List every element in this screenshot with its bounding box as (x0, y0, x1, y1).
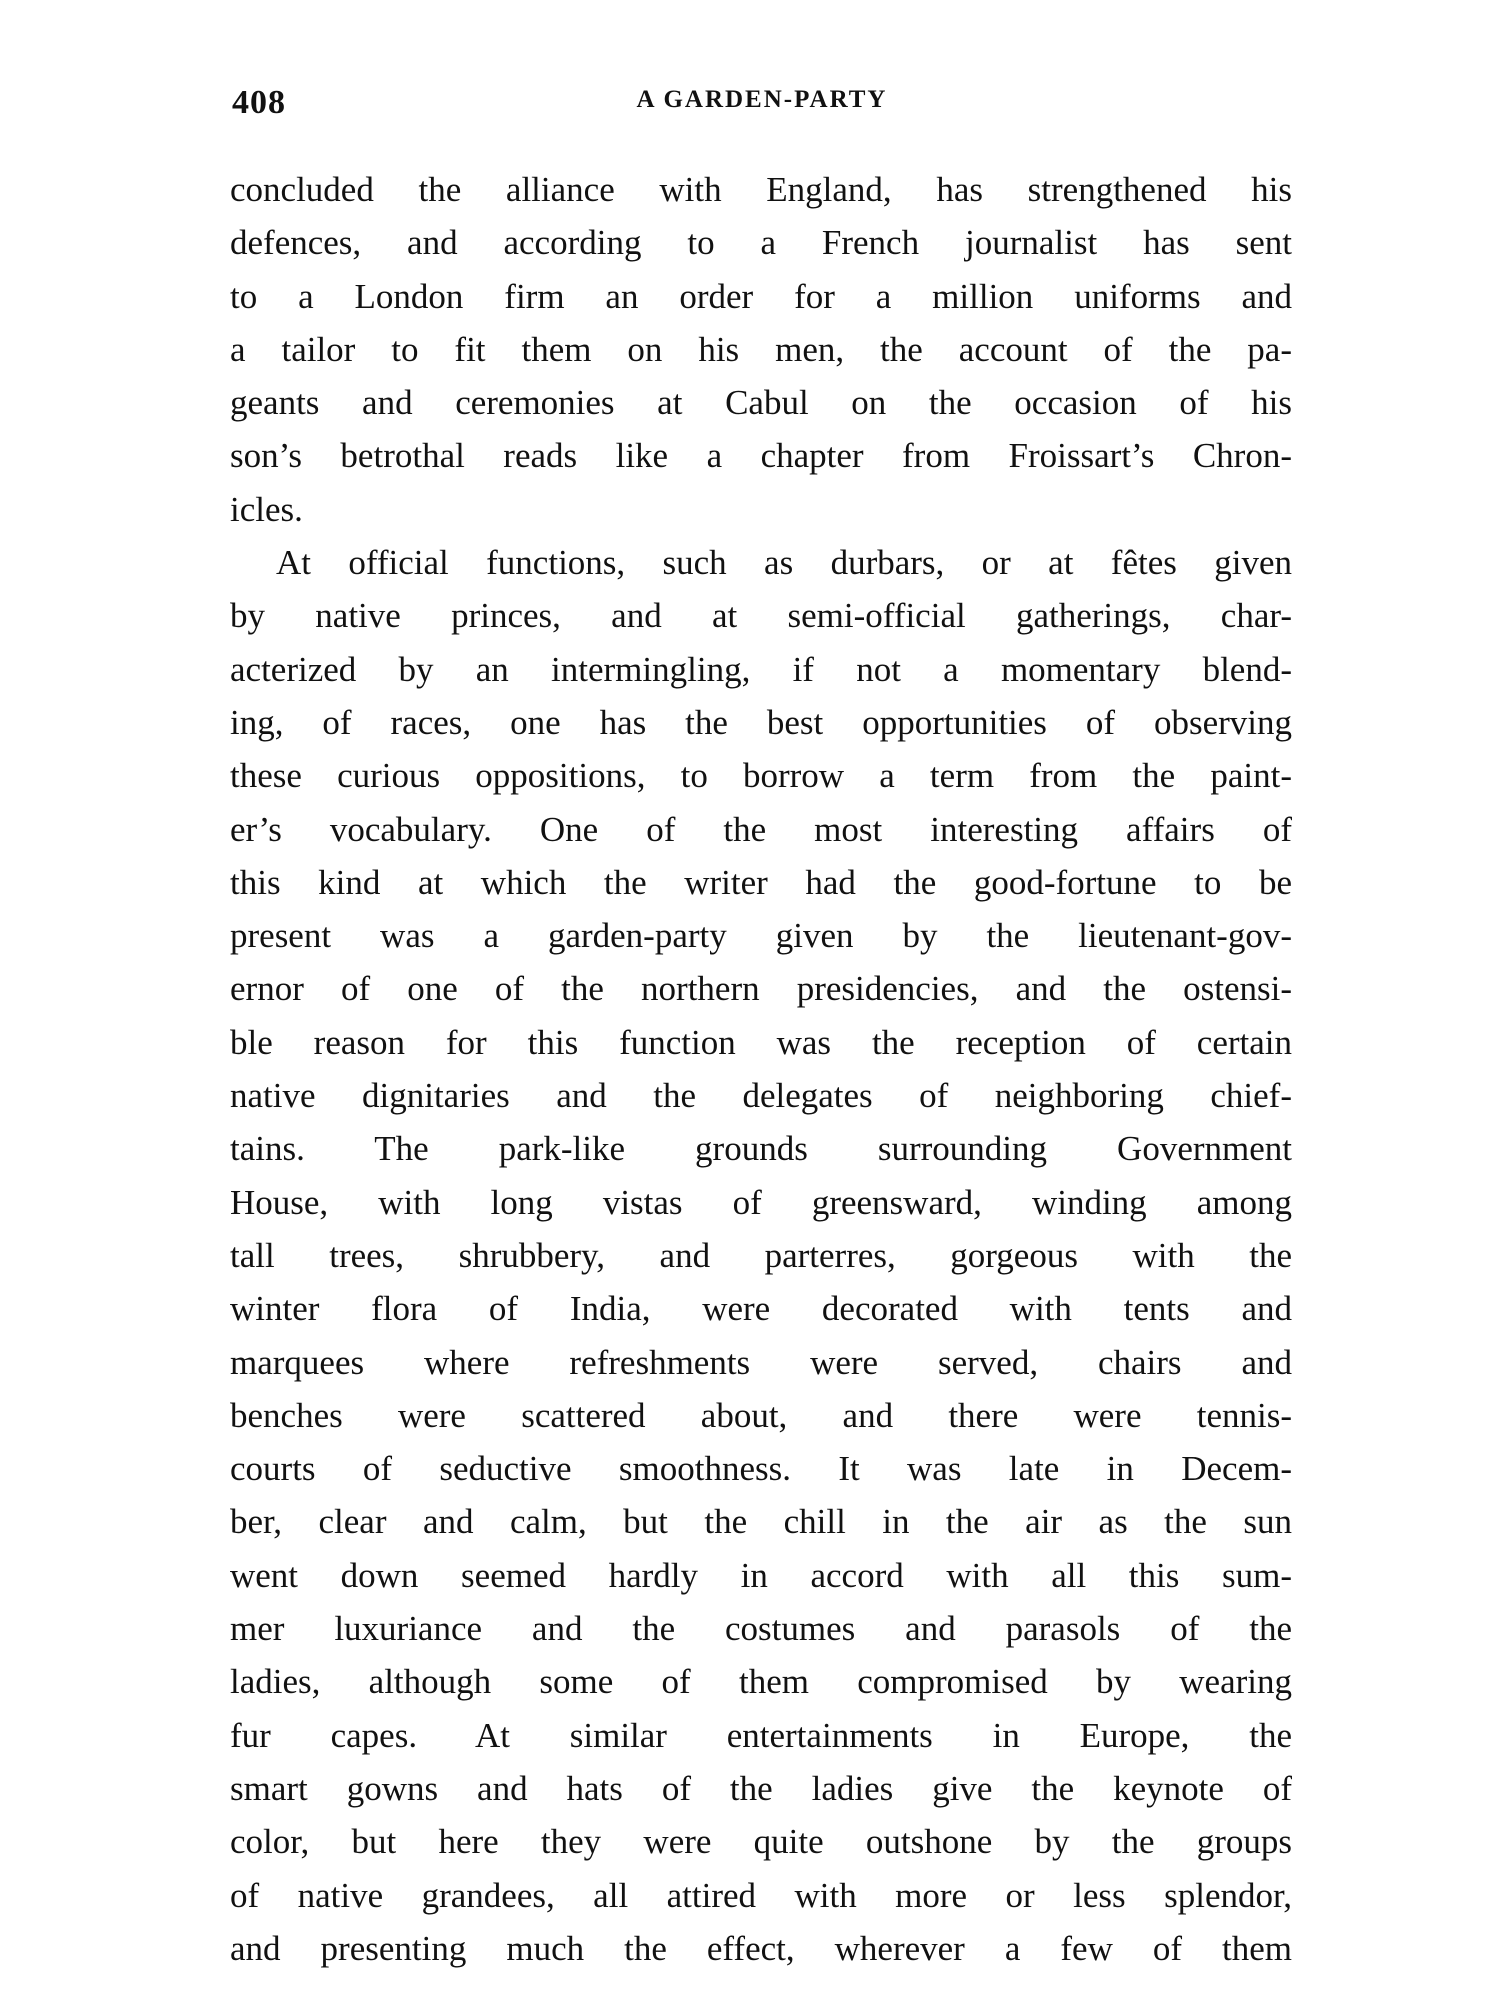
text-line: son’s betrothal reads like a chapter from Froissart’s Chron- (230, 436, 1292, 476)
text-line: ber, clear and calm, but the chill in the air as the sun (230, 1502, 1292, 1542)
text-line: smart gowns and hats of the ladies give the keynote of (230, 1768, 1292, 1808)
text-line: ing, of races, one has the best opportunities of observing (230, 702, 1292, 742)
text-line: courts of seductive smoothness. It was late in Decem- (230, 1449, 1292, 1489)
text-line: mer luxuriance and the costumes and parasols of the (230, 1609, 1292, 1649)
text-line: present was a garden-party given by the lieutenant-gov- (230, 916, 1292, 956)
text-line: icles. (230, 489, 303, 529)
text-line: color, but here they were quite outshone by the groups (230, 1822, 1292, 1862)
page-header (232, 84, 1292, 124)
paragraph-start-line: At official functions, such as durbars, or at fêtes given (276, 543, 1292, 583)
text-line: these curious oppositions, to borrow a term from the paint- (230, 756, 1292, 796)
text-line: a tailor to fit them on his men, the account of the pa- (230, 329, 1292, 369)
text-line: to a London firm an order for a million uniforms and (230, 276, 1292, 316)
text-line: tall trees, shrubbery, and parterres, gorgeous with the (230, 1235, 1292, 1275)
body-text (230, 163, 1292, 1975)
text-line: and presenting much the effect, wherever a few of them (230, 1928, 1292, 1968)
text-line: ernor of one of the northern presidencies, and the ostensi- (230, 969, 1292, 1009)
text-line: ladies, although some of them compromised by wearing (230, 1662, 1292, 1702)
text-line: er’s vocabulary. One of the most interesting affairs of (230, 809, 1292, 849)
text-line: native dignitaries and the delegates of neighboring chief- (230, 1076, 1292, 1116)
text-line: of native grandees, all attired with more or less splendor, (230, 1875, 1292, 1915)
text-line: tains. The park-like grounds surrounding Government (230, 1129, 1292, 1169)
text-line: defences, and according to a French journalist has sent (230, 223, 1292, 263)
text-line: went down seemed hardly in accord with all this sum- (230, 1555, 1292, 1595)
text-line: benches were scattered about, and there were tennis- (230, 1395, 1292, 1435)
text-line: House, with long vistas of greensward, winding among (230, 1182, 1292, 1222)
text-line: marquees where refreshments were served, chairs and (230, 1342, 1292, 1382)
text-line: fur capes. At similar entertainments in Europe, the (230, 1715, 1292, 1755)
text-line: acterized by an intermingling, if not a momentary blend- (230, 649, 1292, 689)
running-head: A GARDEN-PARTY (636, 86, 888, 113)
text-line: ble reason for this function was the reception of certain (230, 1022, 1292, 1062)
text-line: geants and ceremonies at Cabul on the occasion of his (230, 383, 1292, 423)
text-line: this kind at which the writer had the good-fortune to be (230, 862, 1292, 902)
text-line: by native princes, and at semi-official gatherings, char- (230, 596, 1292, 636)
text-line: winter flora of India, were decorated with tents and (230, 1289, 1292, 1329)
page-number: 408 (232, 84, 286, 121)
text-line: concluded the alliance with England, has strengthened his (230, 170, 1292, 209)
